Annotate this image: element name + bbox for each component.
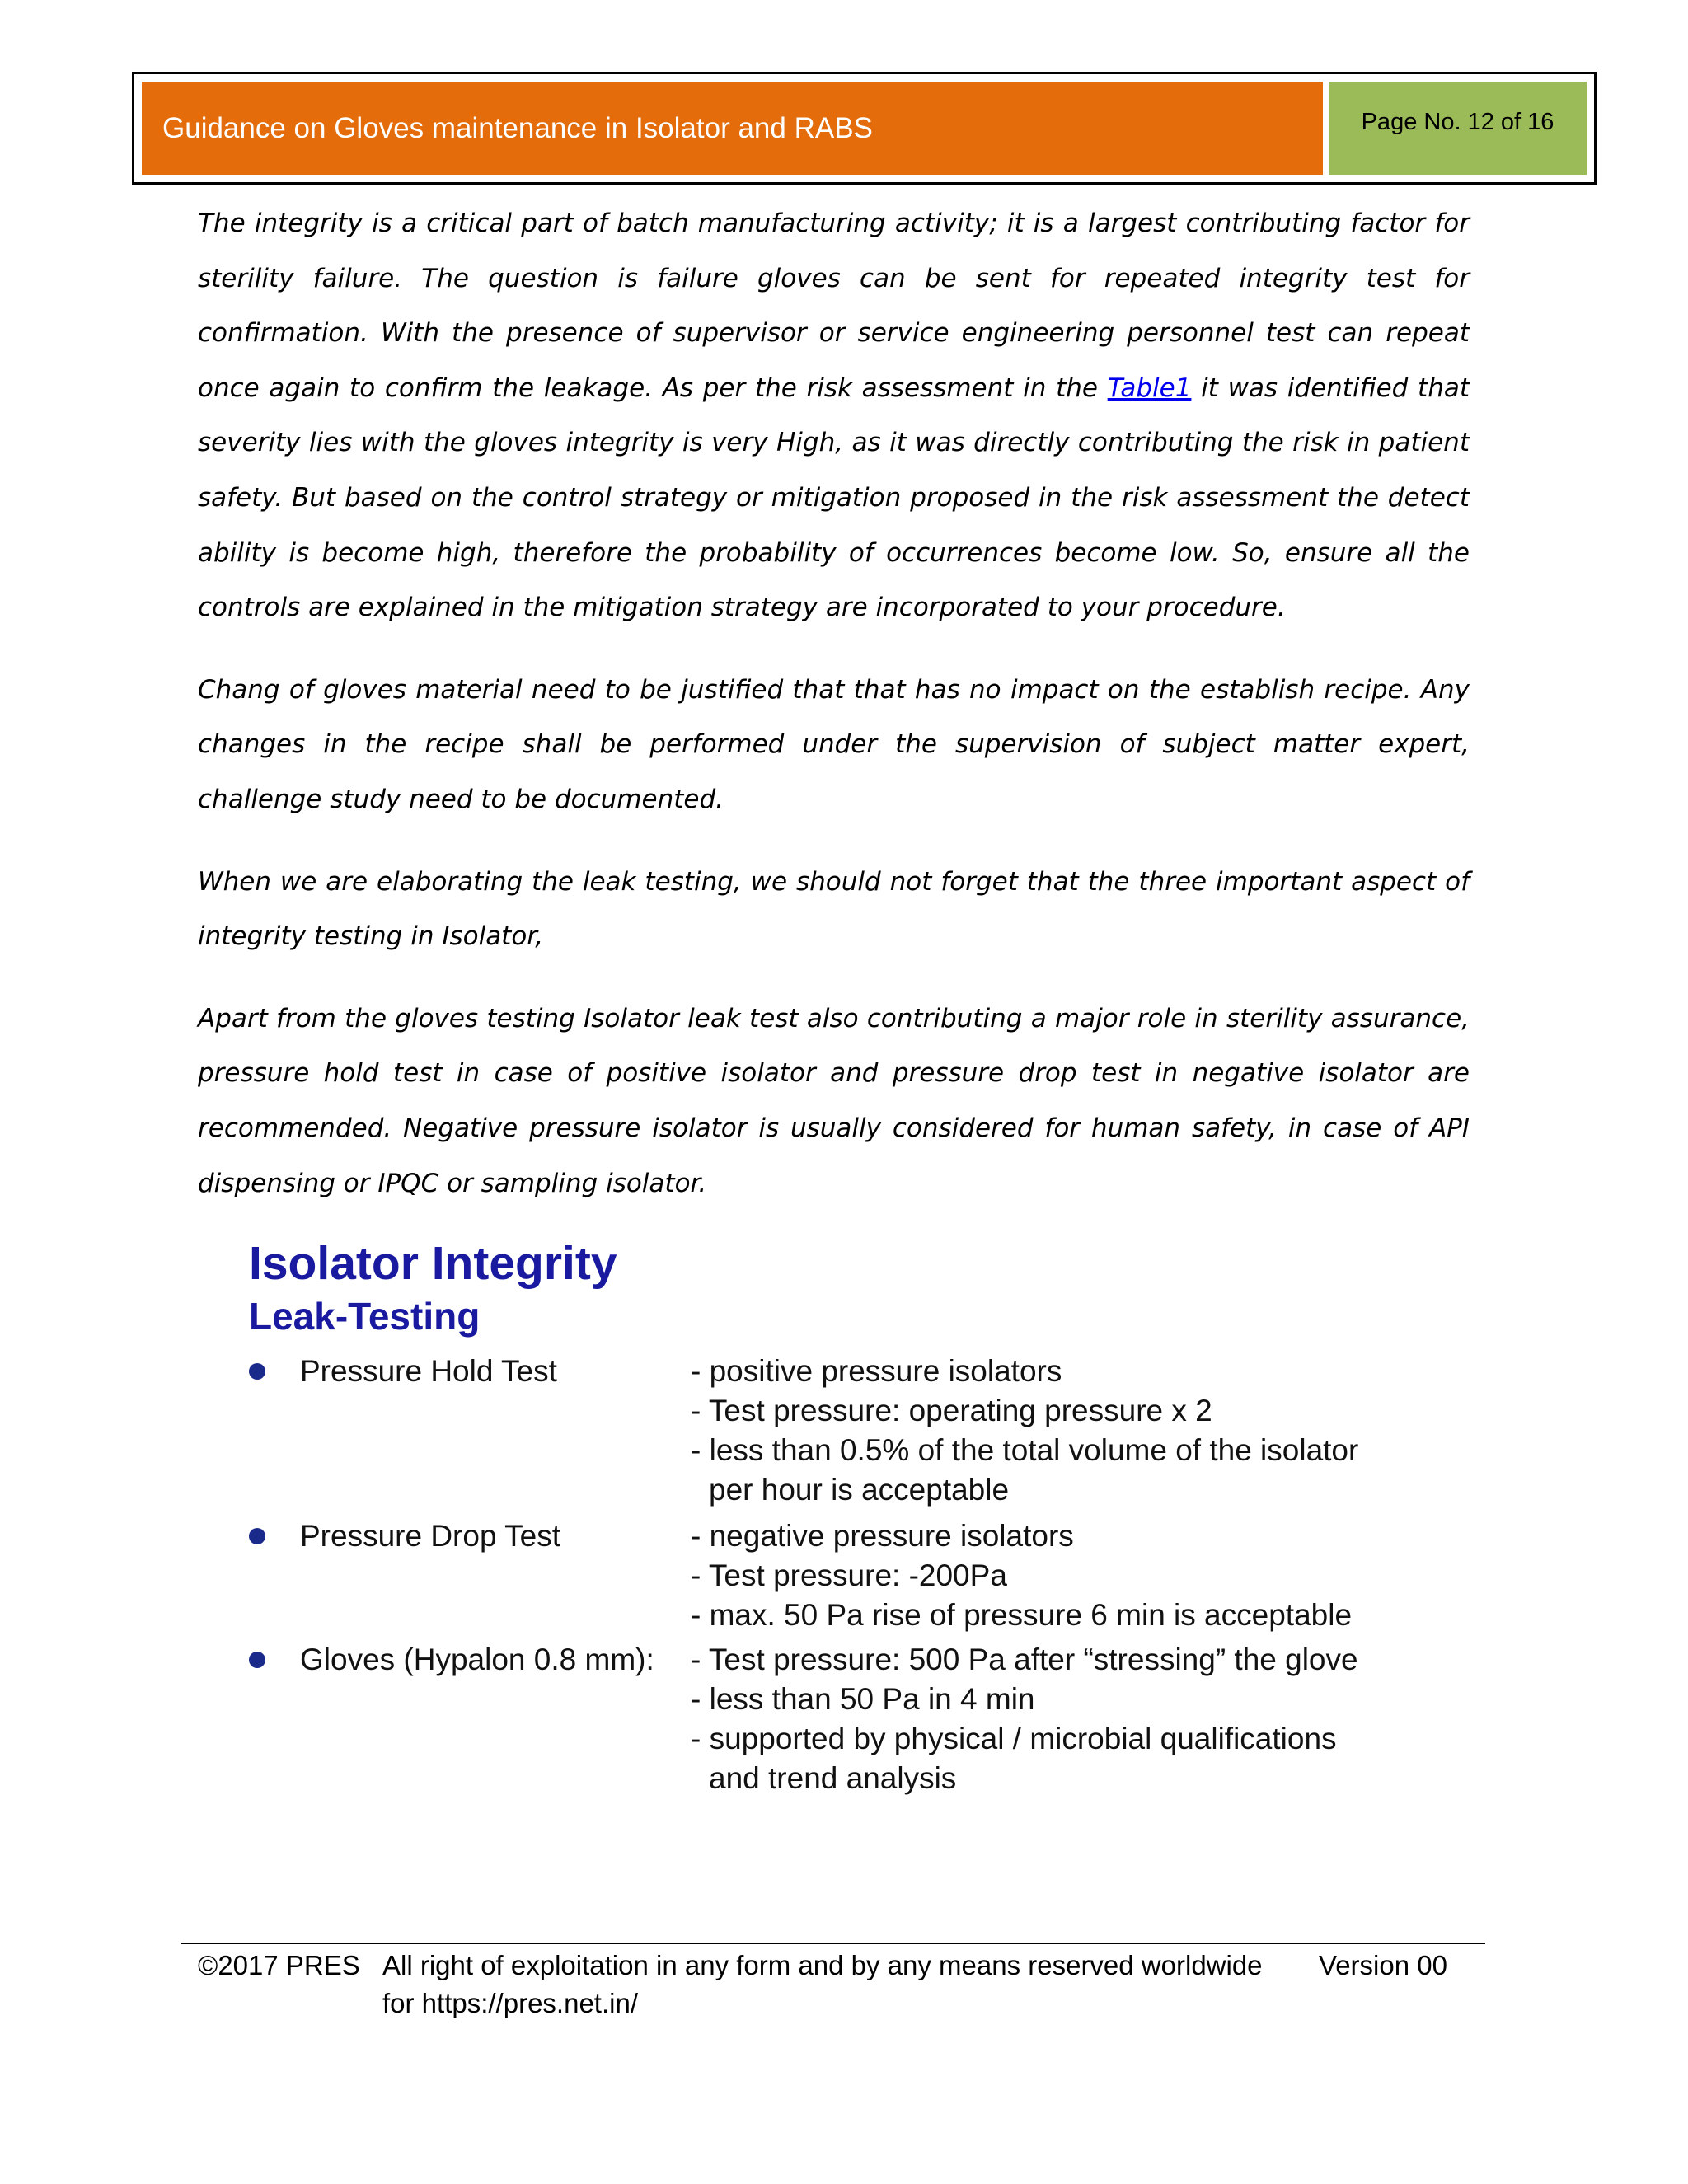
test-detail: - less than 0.5% of the total volume of the isolator [691, 1433, 1359, 1467]
page-number: Page No. 12 of 16 [1329, 82, 1587, 175]
test-detail: - negative pressure isolators [691, 1519, 1074, 1553]
test-detail: - positive pressure isolators [691, 1354, 1062, 1388]
paragraph-text: The integrity is a critical part of batch manufacturing activity; it is a largest contributing factor for sterility failure. The question is failure gloves can be sent for repeated integrity test for confirmation. With the presence of supervisor or service engineering personnel test can repeat once again to confirm the leakage. As per the risk assessment in the [198, 209, 1470, 403]
footer-rights-line: All right of exploitation in any form and by any means reserved worldwide [382, 1950, 1263, 1980]
table1-link[interactable]: Table1 [1107, 373, 1192, 403]
test-details [691, 1516, 1432, 1635]
footer-divider [181, 1943, 1485, 1944]
test-name: Pressure Hold Test [300, 1354, 557, 1388]
paragraph-integrity [198, 196, 1470, 635]
footer-version: Version 00 [1319, 1950, 1447, 1980]
test-details [691, 1352, 1432, 1510]
test-detail: - max. 50 Pa rise of pressure 6 min is acceptable [691, 1598, 1353, 1632]
test-detail: and trend analysis [709, 1761, 957, 1795]
figure-title: Isolator Integrity [249, 1237, 617, 1290]
test-detail: per hour is acceptable [709, 1473, 1010, 1507]
test-name: Gloves (Hypalon 0.8 mm): [300, 1643, 654, 1676]
document-title: Guidance on Gloves maintenance in Isolator and RABS [142, 82, 1323, 175]
footer-rights [382, 1947, 1263, 2022]
footer-copyright: ©2017 PRES [198, 1950, 360, 1980]
test-detail: - Test pressure: 500 Pa after “stressing” the glove [691, 1643, 1358, 1676]
paragraph-isolator-leak-test: Apart from the gloves testing Isolator leak test also contributing a major role in sterility assurance, pressure hold test in case of positive isolator and pressure drop test in negative isolator are recommended. Negative pressure isolator is usually considered for human safety, in case of API dispensing or IPQC or sampling isolator. [198, 1003, 1470, 1198]
test-detail: - less than 50 Pa in 4 min [691, 1682, 1035, 1716]
figure-subtitle: Leak-Testing [249, 1295, 481, 1338]
test-details [691, 1640, 1432, 1798]
isolator-integrity-figure [244, 1236, 1447, 1813]
bullet-icon [249, 1528, 265, 1544]
bullet-icon [249, 1363, 265, 1380]
paragraph-leak-testing: When we are elaborating the leak testing, we should not forget that the three important aspect of integrity testing in Isolator, [198, 866, 1470, 952]
test-detail: - supported by physical / microbial qualifications [691, 1722, 1337, 1755]
bullet-icon [249, 1652, 265, 1668]
test-detail: - Test pressure: operating pressure x 2 [691, 1394, 1212, 1427]
footer-rights-url: for https://pres.net.in/ [382, 1988, 638, 2018]
paragraph-text: it was identified that severity lies with the gloves integrity is very High, as it was directly contributing the risk in patient safety. But based on the control strategy or mitigation proposed in the risk assessment the detect ability is become high, therefore the probability of occurrences become low. So, ensure all the controls are explained in the mitigation strategy are incorporated to your procedure. [198, 373, 1470, 623]
paragraph-gloves-material: Chang of gloves material need to be justified that that has no impact on the establish recipe. Any changes in the recipe shall be performed under the supervision of subject matter expert, challenge study need to be documented. [198, 674, 1470, 814]
page-header [132, 72, 1597, 185]
test-detail: - Test pressure: -200Pa [691, 1558, 1007, 1592]
test-name: Pressure Drop Test [300, 1519, 560, 1553]
body-text [198, 196, 1470, 1238]
